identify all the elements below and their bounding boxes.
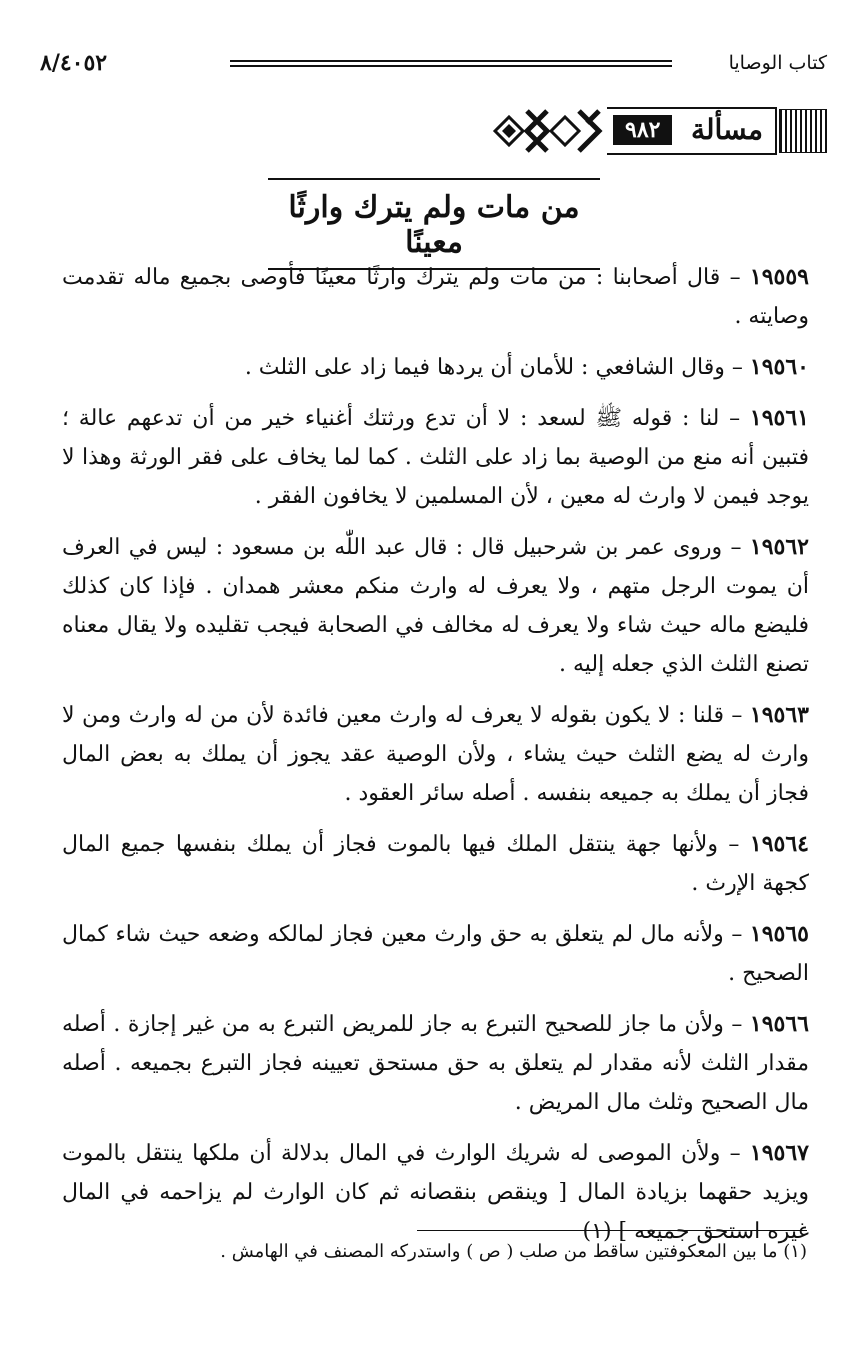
paragraph-number: ١٩٥٥٩ [749, 264, 809, 290]
paragraph-text: قلنا : لا يكون بقوله لا يعرف له وارث معين فائدة لأن من له وارث ومن لا وارث له يضع الثلث حيث يشاء ، ولأن الوصية عقد يجوز أن يملك به بعض المال فجاز أن يملك به جميعه بنفسه . أصله سائر العقود . [62, 703, 809, 806]
paragraph: ١٩٥٦٠ – وقال الشافعي : للأمان أن يردها فيما زاد على الثلث . [244, 354, 809, 380]
paragraph-number: ١٩٥٦٤ [749, 831, 809, 857]
paragraph-number: ١٩٥٦١ [749, 405, 809, 431]
paragraph: ١٩٥٥٩ – قال أصحابنا : من مات ولم يترك وارثًا معينًا فأوصى بجميع ماله تقدمت وصايته . [62, 264, 809, 329]
paragraph-text: لنا : قوله ﷺ لسعد : لا أن تدع ورثتك أغنياء خير من أن تدعهم عالة ؛ فتبين أنه منع من الوصية بما زاد على الثلث . كما لما يخاف على فقر الورثة وهذا لا يوجد فيمن لا وارث له معين ، لأن المسلمين لا يخافون الفقر . [62, 406, 809, 509]
paragraph-number: ١٩٥٦٥ [749, 921, 809, 947]
issue-box [607, 107, 777, 155]
footnote-rule [417, 1230, 807, 1231]
chapter-title: من مات ولم يترك وارثًا معينًا [288, 190, 580, 260]
paragraph-number: ١٩٥٦٠ [749, 354, 809, 380]
paragraph-text: قال أصحابنا : من مات ولم يترك وارثًا معينًا فأوصى بجميع ماله تقدمت وصايته . [62, 265, 809, 329]
paragraph-text: ولأنها جهة ينتقل الملك فيها بالموت فجاز أن يملك بنفسها جميع المال كجهة الإرث . [62, 832, 809, 896]
paragraph-number: ١٩٥٦٧ [749, 1140, 809, 1166]
paragraph: ١٩٥٦٥ – ولأنه مال لم يتعلق به حق وارث معين فجاز لمالكه وضعه حيث شاء كمال الصحيح . [62, 921, 809, 986]
diamond-ornament-icon [487, 105, 609, 157]
banner-bars-ornament [779, 109, 827, 153]
paragraph: ١٩٥٦١ – لنا : قوله ﷺ لسعد : لا أن تدع ورثتك أغنياء خير من أن تدعهم عالة ؛ فتبين أنه منع من الوصية بما زاد على الثلث . كما لما يخاف على فقر الورثة وهذا لا يوجد فيمن لا وارث له معين ، لأن المسلمين لا يخافون الفقر . [62, 405, 809, 509]
paragraph-number: ١٩٥٦٢ [749, 534, 809, 560]
issue-banner [487, 103, 827, 163]
chapter-heading [268, 178, 600, 270]
paragraph-number: ١٩٥٦٣ [749, 702, 809, 728]
paragraph-text: وقال الشافعي : للأمان أن يردها فيما زاد على الثلث . [244, 355, 725, 380]
paragraph: ١٩٥٦٤ – ولأنها جهة ينتقل الملك فيها بالموت فجاز أن يملك بنفسها جميع المال كجهة الإرث . [62, 831, 809, 896]
paragraph-text: وروى عمر بن شرحبيل قال : قال عبد اللّٰه بن مسعود : ليس في العرف أن يموت الرجل متهم ، ولا يعرف له وارث منكم معشر همدان . فإذا كان كذلك فليضع ماله حيث شاء ولا يعرف له مخالف في الصحابة فيجب تقليده ولا يقال معناه تصنع الثلث الذي جعله إليه . [62, 535, 809, 677]
issue-number: ٩٨٢ [613, 115, 672, 145]
paragraph-number: ١٩٥٦٦ [749, 1011, 809, 1037]
paragraph-text: ولأن ما جاز للصحيح التبرع به جاز للمريض التبرع به من غير إجازة . أصله مقدار الثلث لأنه مقدار لم يتعلق به حق مستحق تعيينه فجاز التبرع بجميعه . أصله مال الصحيح وثلث مال المريض . [62, 1012, 809, 1115]
body-text [62, 258, 809, 1263]
paragraph: ١٩٥٦٦ – ولأن ما جاز للصحيح التبرع به جاز للمريض التبرع به من غير إجازة . أصله مقدار الثلث لأنه مقدار لم يتعلق به حق مستحق تعيينه فجاز التبرع بجميعه . أصله مال الصحيح وثلث مال المريض . [62, 1011, 809, 1115]
paragraph: ١٩٥٦٧ – ولأن الموصى له شريك الوارث في المال بدلالة أن ملكها ينتقل بالموت ويزيد حقهما بزيادة المال [ وينقص بنقصانه ثم كان الوارث لم يزاحمه في المال غيره استحق جميعه ] (١) [62, 1140, 809, 1244]
header-rule-right [230, 60, 672, 67]
paragraph-text: ولأنه مال لم يتعلق به حق وارث معين فجاز لمالكه وضعه حيث شاء كمال الصحيح . [62, 922, 809, 986]
book-title: كتاب الوصايا [728, 52, 827, 74]
paragraph: ١٩٥٦٢ – وروى عمر بن شرحبيل قال : قال عبد اللّٰه بن مسعود : ليس في العرف أن يموت الرجل متهم ، ولا يعرف له وارث منكم معشر همدان . فإذا كان كذلك فليضع ماله حيث شاء ولا يعرف له مخالف في الصحابة فيجب تقليده ولا يقال معناه تصنع الثلث الذي جعله إليه . [62, 534, 809, 677]
footnote: (١) ما بين المعكوفتين ساقط من صلب ( ص ) واستدركه المصنف في الهامش . [220, 1241, 807, 1262]
issue-label: مسألة [690, 113, 763, 146]
paragraph-text: ولأن الموصى له شريك الوارث في المال بدلالة أن ملكها ينتقل بالموت ويزيد حقهما بزيادة المال [ وينقص بنقصانه ثم كان الوارث لم يزاحمه في المال غيره استحق جميعه ] (١) [62, 1141, 809, 1244]
running-header [40, 46, 827, 82]
page-reference: ٨/٤٠٥٢ [40, 50, 108, 76]
paragraph: ١٩٥٦٣ – قلنا : لا يكون بقوله لا يعرف له وارث معين فائدة لأن من له وارث ومن لا وارث له يضع الثلث حيث يشاء ، ولأن الوصية عقد يجوز أن يملك به بعض المال فجاز أن يملك به جميعه بنفسه . أصله سائر العقود . [62, 702, 809, 806]
